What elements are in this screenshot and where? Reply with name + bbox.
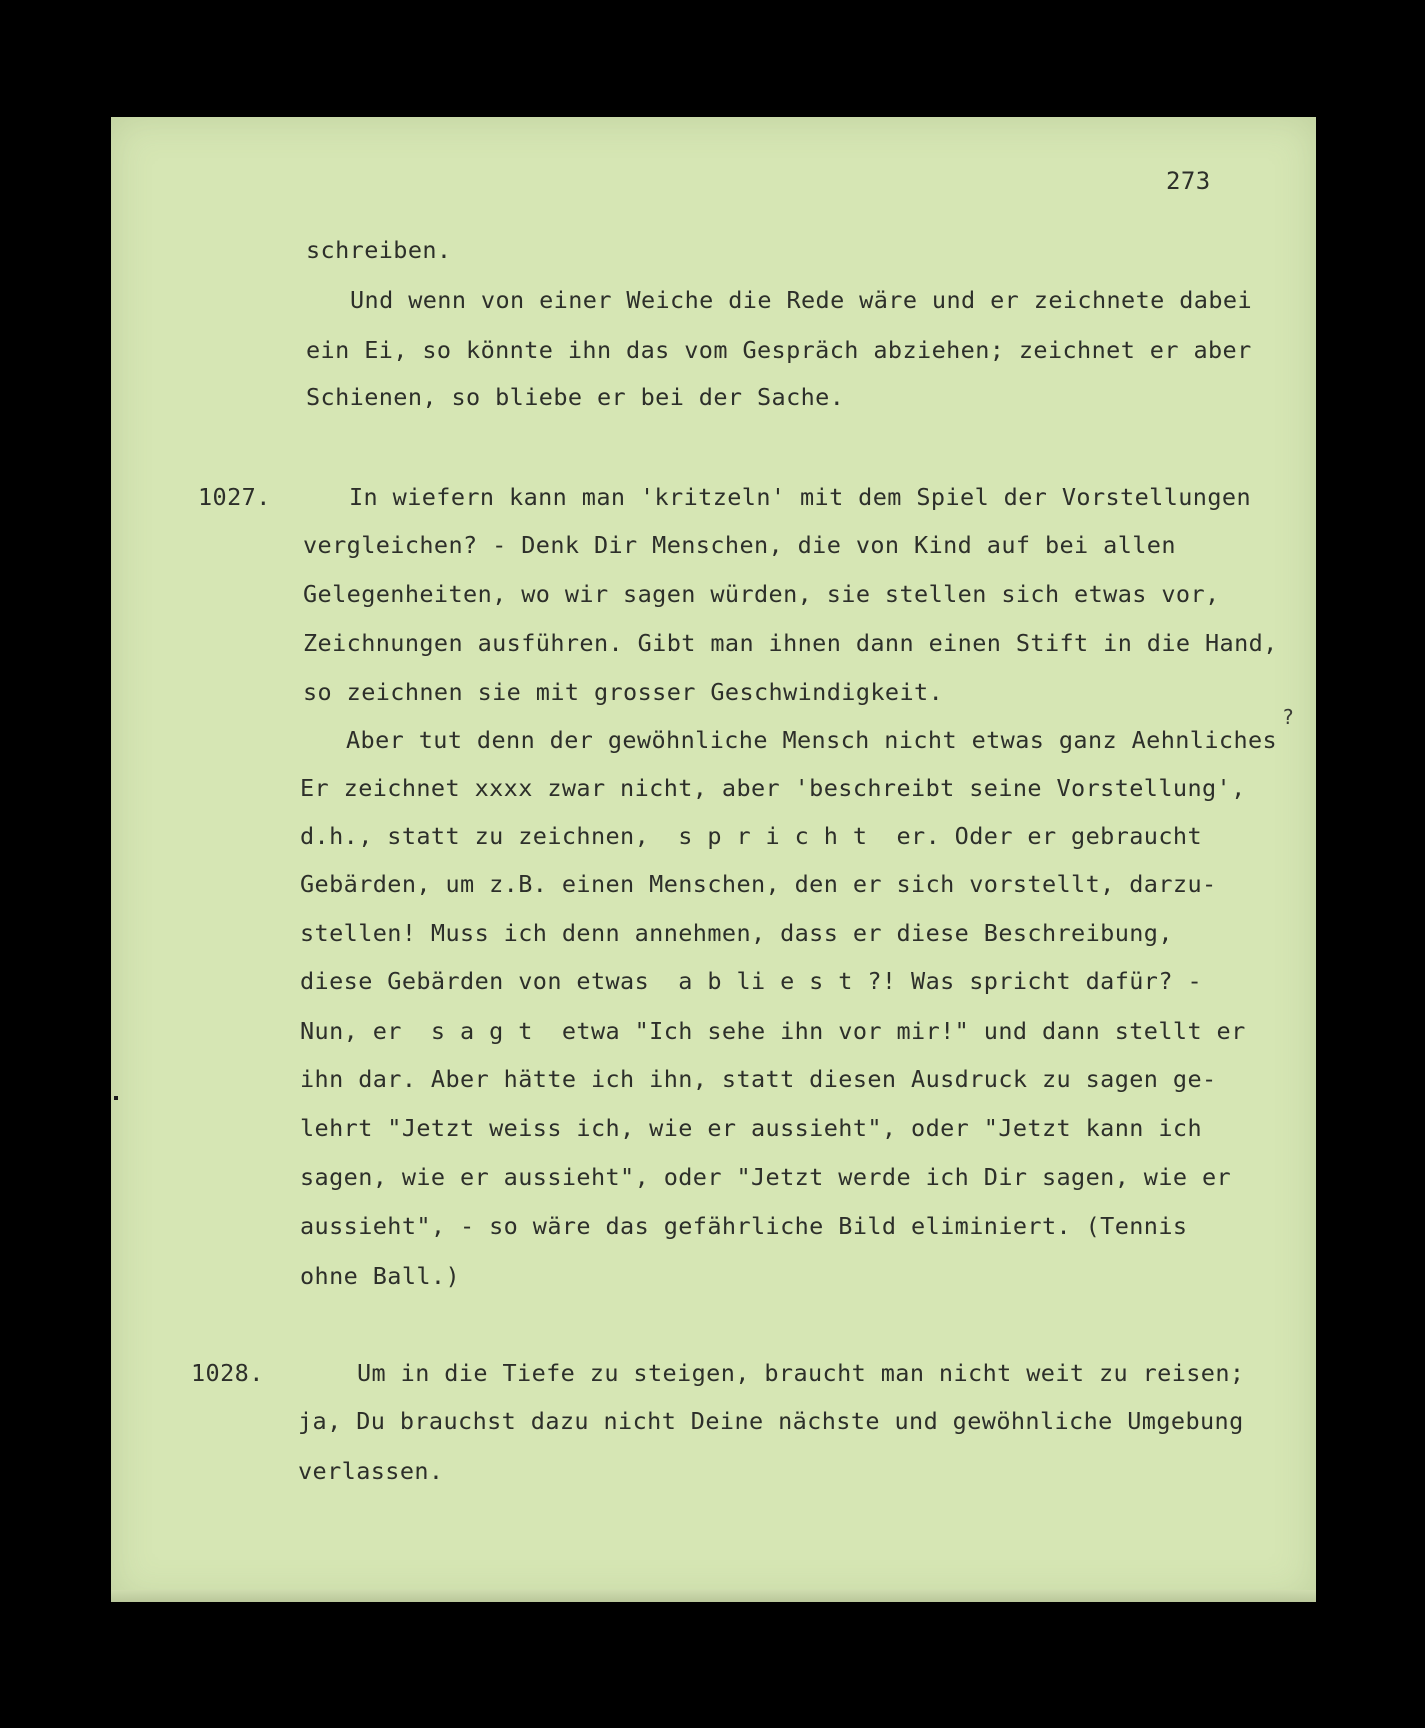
text-line-15: diese Gebärden von etwas a b li e s t ?! Was spricht dafür? - <box>300 967 1202 995</box>
text-line-5: In wiefern kann man 'kritzeln' mit dem Spiel der Vorstellungen <box>349 483 1251 511</box>
page-edge-shadow <box>111 1590 1316 1602</box>
text-line-10: Aber tut denn der gewöhnliche Mensch nicht etwas ganz Aehnliches <box>346 726 1278 754</box>
text-line-6: vergleichen? - Denk Dir Menschen, die von Kind auf bei allen <box>303 531 1176 559</box>
text-line-11: Er zeichnet xxxx zwar nicht, aber 'beschreibt seine Vorstellung', <box>300 774 1246 802</box>
text-line-20: aussieht", - so wäre das gefährliche Bild eliminiert. (Tennis <box>300 1212 1188 1240</box>
text-line-14: stellen! Muss ich denn annehmen, dass er diese Beschreibung, <box>300 919 1173 947</box>
text-line-2: Und wenn von einer Weiche die Rede wäre und er zeichnete dabei <box>350 286 1252 314</box>
text-line-19: sagen, wie er aussieht", oder "Jetzt werde ich Dir sagen, wie er <box>300 1163 1232 1191</box>
remark-number-1028: 1028. <box>191 1359 264 1387</box>
text-line-9: so zeichnen sie mit grosser Geschwindigkeit. <box>303 678 944 706</box>
text-line-12: d.h., statt zu zeichnen, s p r i c h t er. Oder er gebraucht <box>300 822 1202 850</box>
remark-number-1027: 1027. <box>198 483 271 511</box>
text-line-4: Schienen, so bliebe er bei der Sache. <box>306 383 845 411</box>
text-line-1: schreiben. <box>306 236 452 264</box>
text-line-22: Um in die Tiefe zu steigen, braucht man nicht weit zu reisen; <box>357 1359 1245 1387</box>
text-line-16: Nun, er s a g t etwa "Ich sehe ihn vor mir!" und dann stellt er <box>300 1017 1246 1045</box>
text-line-7: Gelegenheiten, wo wir sagen würden, sie stellen sich etwas vor, <box>303 580 1220 608</box>
text-line-3: ein Ei, so könnte ihn das vom Gespräch abziehen; zeichnet er aber <box>306 336 1252 364</box>
text-line-24: verlassen. <box>298 1457 444 1485</box>
margin-dot <box>114 1096 118 1100</box>
text-line-17: ihn dar. Aber hätte ich ihn, statt diesen Ausdruck zu sagen ge- <box>300 1065 1217 1093</box>
text-line-23: ja, Du brauchst dazu nicht Deine nächste und gewöhnliche Umgebung <box>298 1407 1244 1435</box>
text-line-21: ohne Ball.) <box>300 1262 461 1290</box>
margin-question-mark: ? <box>1282 705 1295 729</box>
text-line-18: lehrt "Jetzt weiss ich, wie er aussieht", oder "Jetzt kann ich <box>300 1114 1202 1142</box>
page-number: 273 <box>1166 167 1211 195</box>
text-line-13: Gebärden, um z.B. einen Menschen, den er sich vorstellt, darzu- <box>300 870 1217 898</box>
text-line-8: Zeichnungen ausführen. Gibt man ihnen dann einen Stift in die Hand, <box>303 629 1278 657</box>
